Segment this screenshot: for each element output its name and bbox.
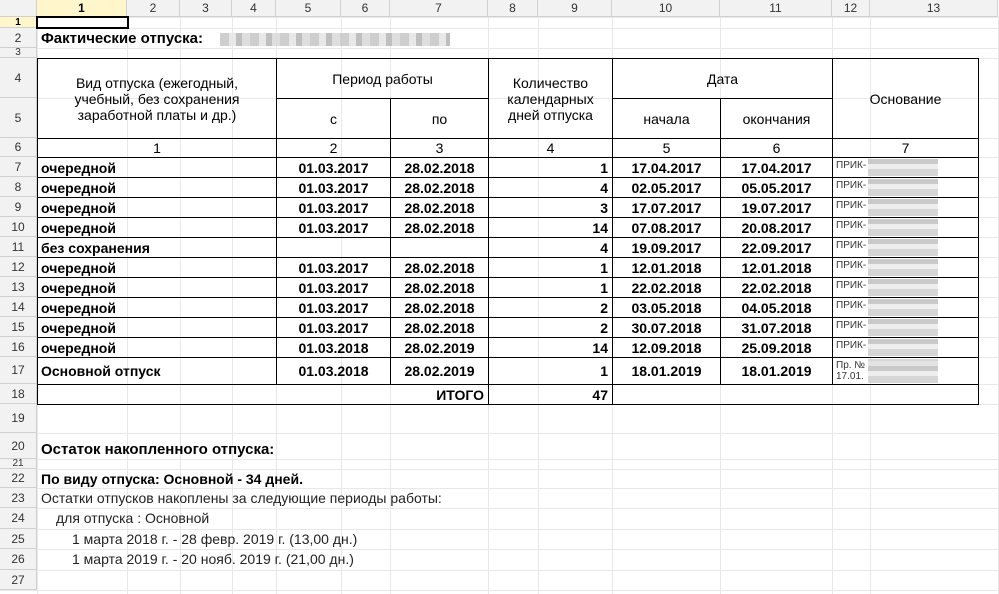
cell-period-from: 01.03.2017 [276, 217, 391, 238]
cell-start-date: 07.08.2017 [612, 217, 721, 238]
row-header[interactable]: 9 [0, 197, 37, 217]
redacted-basis [868, 339, 938, 356]
cell-period-from: 01.03.2017 [276, 197, 391, 218]
cell-days: 1 [488, 357, 613, 385]
cell-end-date: 25.09.2018 [720, 337, 833, 358]
cell-end-date: 22.09.2017 [720, 237, 833, 258]
cell-leave-type: очередной [37, 197, 277, 218]
redacted-basis [868, 259, 938, 276]
redacted-basis [868, 219, 938, 236]
cell-days: 1 [488, 157, 613, 178]
cell-days: 14 [488, 337, 613, 358]
active-cell-cursor[interactable] [36, 16, 129, 29]
header-days [488, 58, 613, 139]
gridline [0, 17, 999, 18]
row-header[interactable]: 11 [0, 237, 37, 257]
cell-leave-type: очередной [37, 217, 277, 238]
cell-period-to: 28.02.2019 [390, 337, 489, 358]
row-header[interactable]: 18 [0, 384, 37, 404]
basis-text: ПРИК- [836, 300, 867, 311]
cell-end-date: 20.08.2017 [720, 217, 833, 238]
row-header[interactable]: 25 [0, 529, 37, 549]
cell-period-from: 01.03.2017 [276, 177, 391, 198]
basis-text: ПРИК- [836, 260, 867, 271]
column-header[interactable]: 7 [390, 0, 488, 17]
row-header[interactable]: 15 [0, 317, 37, 337]
cell-leave-type: очередной [37, 277, 277, 298]
cell-start-date: 17.07.2017 [612, 197, 721, 218]
cell-period-to: 28.02.2018 [390, 277, 489, 298]
row-header[interactable]: 13 [0, 277, 37, 297]
basis-text: ПРИК- [836, 280, 867, 291]
cell-period-to: 28.02.2018 [390, 257, 489, 278]
column-header[interactable]: 5 [276, 0, 341, 17]
cell-end-date: 19.07.2017 [720, 197, 833, 218]
total-label: ИТОГО [37, 384, 489, 405]
basis-text: ПРИК- [836, 220, 867, 231]
remainder-period-line: 1 марта 2018 г. - 28 февр. 2019 г. (13,00 дн.) [72, 531, 358, 547]
cell-days: 2 [488, 317, 613, 338]
cell-end-date: 17.04.2017 [720, 157, 833, 178]
redacted-name [220, 33, 450, 46]
basis-text-line2: 17.01. [836, 371, 864, 382]
basis-text: ПРИК- [836, 340, 867, 351]
row-header[interactable]: 5 [0, 98, 37, 138]
cell-days: 2 [488, 297, 613, 318]
basis-text: ПРИК- [836, 240, 867, 251]
cell-start-date: 19.09.2017 [612, 237, 721, 258]
cell-period-to: 28.02.2018 [390, 217, 489, 238]
header-leave-type [37, 58, 277, 139]
cell-leave-type: очередной [37, 297, 277, 318]
column-number: 4 [488, 138, 613, 158]
cell-period-to: 28.02.2018 [390, 177, 489, 198]
header-from: с [276, 98, 391, 139]
gridline [0, 529, 999, 530]
cell-days: 4 [488, 177, 613, 198]
total-empty [612, 384, 979, 405]
cell-period-from: 01.03.2017 [276, 297, 391, 318]
header-period: Период работы [276, 58, 489, 99]
column-number: 2 [276, 138, 391, 158]
redacted-basis [868, 159, 938, 176]
redacted-basis [868, 319, 938, 336]
header-leave-type-text: Вид отпуска (ежегодный, учебный, без сохранения заработной платы и др.) [74, 74, 240, 123]
cell-start-date: 12.09.2018 [612, 337, 721, 358]
row-header[interactable]: 16 [0, 337, 37, 357]
cell-period-from: 01.03.2017 [276, 277, 391, 298]
remainder-title: Остаток накопленного отпуска: [41, 441, 275, 458]
cell-start-date: 17.04.2017 [612, 157, 721, 178]
basis-text: ПРИК- [836, 200, 867, 211]
redacted-basis [868, 299, 938, 316]
column-number: 5 [612, 138, 721, 158]
row-header[interactable]: 1 [0, 17, 37, 28]
cell-leave-type: очередной [37, 337, 277, 358]
cell-start-date: 03.05.2018 [612, 297, 721, 318]
row-header[interactable]: 3 [0, 48, 37, 58]
cell-start-date: 22.02.2018 [612, 277, 721, 298]
row-header[interactable]: 4 [0, 58, 37, 98]
gridline [0, 48, 999, 49]
basis-text: ПРИК- [836, 320, 867, 331]
header-basis: Основание [832, 58, 979, 139]
cell-end-date: 12.01.2018 [720, 257, 833, 278]
cell-period-to: 28.02.2018 [390, 317, 489, 338]
cell-end-date: 05.05.2017 [720, 177, 833, 198]
column-number: 1 [37, 138, 277, 158]
page-title: Фактические отпуска: [41, 30, 204, 47]
header-days-text: Количество календарных дней отпуска [507, 74, 594, 123]
gridline [0, 570, 999, 571]
column-header[interactable]: 10 [612, 0, 720, 17]
column-header[interactable]: 4 [232, 0, 276, 17]
cell-period-to: 28.02.2019 [390, 357, 489, 385]
redacted-basis [868, 359, 938, 383]
column-number: 7 [832, 138, 979, 158]
cell-leave-type: очередной [37, 257, 277, 278]
cell-period-to: 28.02.2018 [390, 297, 489, 318]
row-header[interactable]: 22 [0, 469, 37, 488]
gridline [0, 508, 999, 509]
row-header[interactable]: 23 [0, 488, 37, 508]
gridline [0, 488, 999, 489]
redacted-basis [868, 199, 938, 216]
cell-leave-type: без сохранения [37, 237, 277, 258]
column-header[interactable]: 9 [538, 0, 612, 17]
column-header[interactable]: 6 [341, 0, 390, 17]
header-to: по [390, 98, 489, 139]
cell-leave-type: очередной [37, 317, 277, 338]
redacted-basis [868, 179, 938, 196]
cell-period-to: 28.02.2018 [390, 157, 489, 178]
cell-days: 1 [488, 257, 613, 278]
row-header[interactable]: 21 [0, 459, 37, 469]
remainder-period-line: 1 марта 2019 г. - 20 нояб. 2019 г. (21,00 дн.) [72, 551, 354, 567]
cell-days: 1 [488, 277, 613, 298]
redacted-basis [868, 239, 938, 256]
gridline [0, 469, 999, 470]
basis-text: ПРИК- [836, 160, 867, 171]
column-header[interactable]: 12 [832, 0, 870, 17]
cell-leave-type: Основной отпуск [37, 357, 277, 385]
row-header[interactable]: 10 [0, 217, 37, 237]
cell-end-date: 04.05.2018 [720, 297, 833, 318]
column-header[interactable]: 3 [180, 0, 232, 17]
header-end: окончания [720, 98, 833, 139]
total-value: 47 [488, 384, 613, 405]
header-date: Дата [612, 58, 833, 99]
cell-period-from [276, 237, 391, 258]
row-header[interactable]: 7 [0, 157, 37, 177]
column-header[interactable]: 13 [870, 0, 998, 17]
remainder-periods-intro: Остатки отпусков накоплены за следующие периоды работы: [41, 490, 442, 506]
cell-end-date: 31.07.2018 [720, 317, 833, 338]
basis-text: Пр. № [836, 360, 866, 371]
row-header[interactable]: 6 [0, 138, 37, 157]
cell-period-from: 01.03.2018 [276, 357, 391, 385]
row-header[interactable]: 2 [0, 28, 37, 48]
row-header[interactable]: 24 [0, 508, 37, 529]
cell-days: 14 [488, 217, 613, 238]
cell-days: 3 [488, 197, 613, 218]
cell-start-date: 18.01.2019 [612, 357, 721, 385]
row-header[interactable]: 12 [0, 257, 37, 277]
cell-period-to: 28.02.2018 [390, 197, 489, 218]
column-number: 3 [390, 138, 489, 158]
row-header[interactable]: 27 [0, 570, 37, 590]
remainder-for-type: для отпуска : Основной [56, 510, 210, 526]
cell-end-date: 22.02.2018 [720, 277, 833, 298]
basis-text: ПРИК- [836, 180, 867, 191]
gridline [0, 590, 999, 591]
cell-period-from: 01.03.2017 [276, 317, 391, 338]
cell-start-date: 12.01.2018 [612, 257, 721, 278]
column-header[interactable]: 2 [127, 0, 180, 17]
cell-period-from: 01.03.2017 [276, 157, 391, 178]
remainder-by-type: По виду отпуска: Основной - 34 дней. [41, 471, 303, 487]
column-header[interactable]: 1 [37, 0, 127, 17]
column-header[interactable]: 8 [488, 0, 538, 17]
cell-leave-type: очередной [37, 157, 277, 178]
row-header[interactable]: 26 [0, 549, 37, 570]
cell-days: 4 [488, 237, 613, 258]
row-header[interactable]: 17 [0, 357, 37, 384]
gridline [0, 28, 999, 29]
cell-leave-type: очередной [37, 177, 277, 198]
cell-period-from: 01.03.2017 [276, 257, 391, 278]
gridline [0, 459, 999, 460]
row-header[interactable]: 14 [0, 297, 37, 317]
column-number: 6 [720, 138, 833, 158]
column-header[interactable]: 11 [720, 0, 832, 17]
header-start: начала [612, 98, 721, 139]
redacted-basis [868, 279, 938, 296]
row-header[interactable]: 19 [0, 404, 37, 433]
cell-period-to [390, 237, 489, 258]
row-header[interactable]: 8 [0, 177, 37, 197]
corner-cell[interactable] [0, 0, 37, 17]
gridline [0, 433, 999, 434]
row-header[interactable]: 20 [0, 433, 37, 459]
cell-end-date: 18.01.2019 [720, 357, 833, 385]
cell-start-date: 02.05.2017 [612, 177, 721, 198]
gridline [0, 549, 999, 550]
cell-start-date: 30.07.2018 [612, 317, 721, 338]
cell-period-from: 01.03.2018 [276, 337, 391, 358]
